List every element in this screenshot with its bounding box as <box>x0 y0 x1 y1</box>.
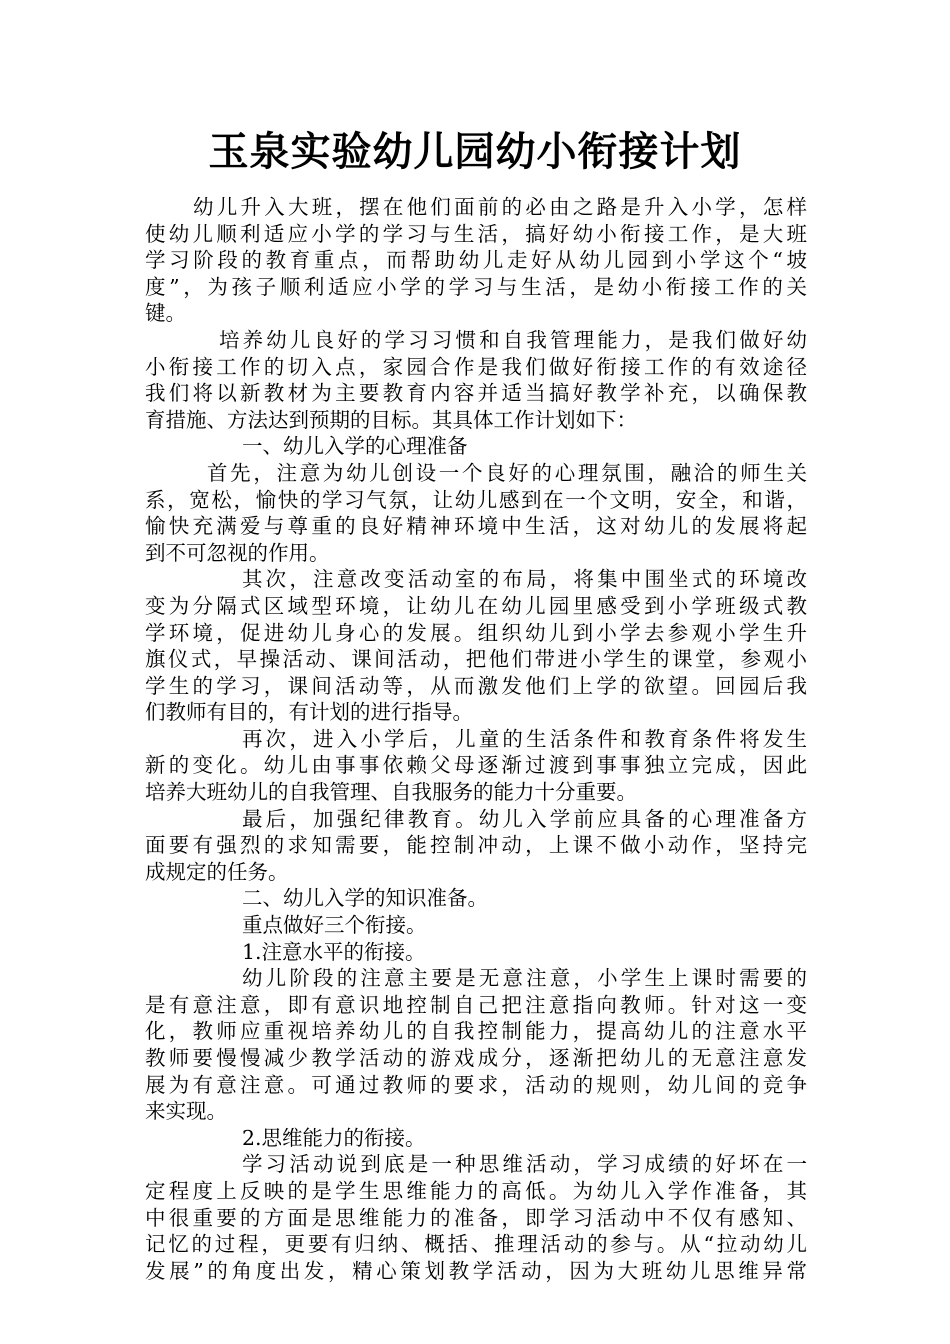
paragraph-line: 再次，进入小学后，儿童的生活条件和教育条件将发生 <box>242 726 807 751</box>
subsection-heading: 2.思维能力的衔接。 <box>242 1125 426 1150</box>
paragraph-line: 学习活动说到底是一种思维活动，学习成绩的好坏在一 <box>242 1152 807 1177</box>
paragraph-line: 重点做好三个衔接。 <box>242 913 427 938</box>
paragraph-line: 来实现。 <box>145 1099 227 1124</box>
paragraph-line: 旗仪式，早操活动、课间活动，把他们带进小学生的课堂，参观小 <box>145 647 807 672</box>
section-heading: 二、幼儿入学的知识准备。 <box>242 886 488 911</box>
paragraph-line: 学生的学习，课间活动等，从而激发他们上学的欲望。回园后我 <box>145 673 807 698</box>
paragraph-line: 到不可忽视的作用。 <box>145 540 330 565</box>
paragraph-line: 小衔接工作的切入点，家园合作是我们做好衔接工作的有效途径 <box>145 354 807 379</box>
paragraph-line: 成规定的任务。 <box>145 859 289 884</box>
paragraph-line: 最后，加强纪律教育。幼儿入学前应具备的心理准备方 <box>242 806 807 831</box>
paragraph-line: 系，宽松，愉快的学习气氛，让幼儿感到在一个文明，安全，和谐， <box>145 487 807 512</box>
document-title: 玉泉实验幼儿园幼小衔接计划 <box>208 128 742 175</box>
paragraph-line: 度”，为孩子顺利适应小学的学习与生活，是幼小衔接工作的关 <box>145 274 807 299</box>
paragraph-line: 是有意注意，即有意识地控制自己把注意指向教师。针对这一变 <box>145 992 807 1017</box>
paragraph-line: 们教师有目的，有计划的进行指导。 <box>145 700 473 725</box>
subsection-heading: 1.注意水平的衔接。 <box>242 939 426 964</box>
paragraph-line: 培养幼儿良好的学习习惯和自我管理能力，是我们做好幼 <box>219 327 807 352</box>
section-heading: 一、幼儿入学的心理准备 <box>242 434 468 459</box>
paragraph-line: 定程度上反映的是学生思维能力的高低。为幼儿入学作准备，其 <box>145 1178 807 1203</box>
paragraph-line: 记忆的过程，更要有归纳、概括、推理活动的参与。从“拉动幼儿 <box>145 1232 807 1257</box>
paragraph-line: 中很重要的方面是思维能力的准备，即学习活动中不仅有感知、 <box>145 1205 807 1230</box>
paragraph-line: 首先，注意为幼儿创设一个良好的心理氛围，融洽的师生关 <box>207 460 807 485</box>
document-body <box>145 194 807 1284</box>
paragraph-line: 化，教师应重视培养幼儿的自我控制能力，提高幼儿的注意水平 <box>145 1019 807 1044</box>
paragraph-line: 育措施、方法达到预期的目标。其具体工作计划如下： <box>145 407 637 432</box>
paragraph-line: 幼儿升入大班，摆在他们面前的必由之路是升入小学，怎样 <box>193 195 807 219</box>
paragraph-line: 变为分隔式区域型环境，让幼儿在幼儿园里感受到小学班级式教 <box>145 593 807 618</box>
paragraph-line: 教师要慢慢减少教学活动的游戏成分，逐渐把幼儿的无意注意发 <box>145 1046 807 1070</box>
paragraph-line: 幼儿阶段的注意主要是无意注意，小学生上课时需要的 <box>242 966 807 991</box>
paragraph-line: 愉快充满爱与尊重的良好精神环境中生活，这对幼儿的发展将起 <box>145 514 807 539</box>
paragraph-line: 发展”的角度出发，精心策划教学活动，因为大班幼儿思维异常 <box>145 1258 807 1283</box>
paragraph-line: 培养大班幼儿的自我管理、自我服务的能力十分重要。 <box>145 780 637 805</box>
paragraph-line: 学习阶段的教育重点，而帮助幼儿走好从幼儿园到小学这个“坡 <box>145 248 807 273</box>
paragraph-line: 使幼儿顺利适应小学的学习与生活，搞好幼小衔接工作，是大班 <box>145 221 807 246</box>
paragraph-line: 新的变化。幼儿由事事依赖父母逐渐过渡到事事独立完成，因此 <box>145 753 807 778</box>
paragraph-line: 学环境，促进幼儿身心的发展。组织幼儿到小学去参观小学生升 <box>145 620 807 645</box>
paragraph-line: 我们将以新教材为主要教育内容并适当搞好教学补充，以确保教 <box>145 381 807 406</box>
paragraph-line: 其次，注意改变活动室的布局，将集中围坐式的环境改 <box>242 567 807 592</box>
paragraph-line: 面要有强烈的求知需要，能控制冲动，上课不做小动作，坚持完 <box>145 833 807 858</box>
paragraph-line: 展为有意注意。可通过教师的要求，活动的规则，幼儿间的竞争 <box>145 1072 807 1097</box>
paragraph-line: 键。 <box>145 301 186 326</box>
